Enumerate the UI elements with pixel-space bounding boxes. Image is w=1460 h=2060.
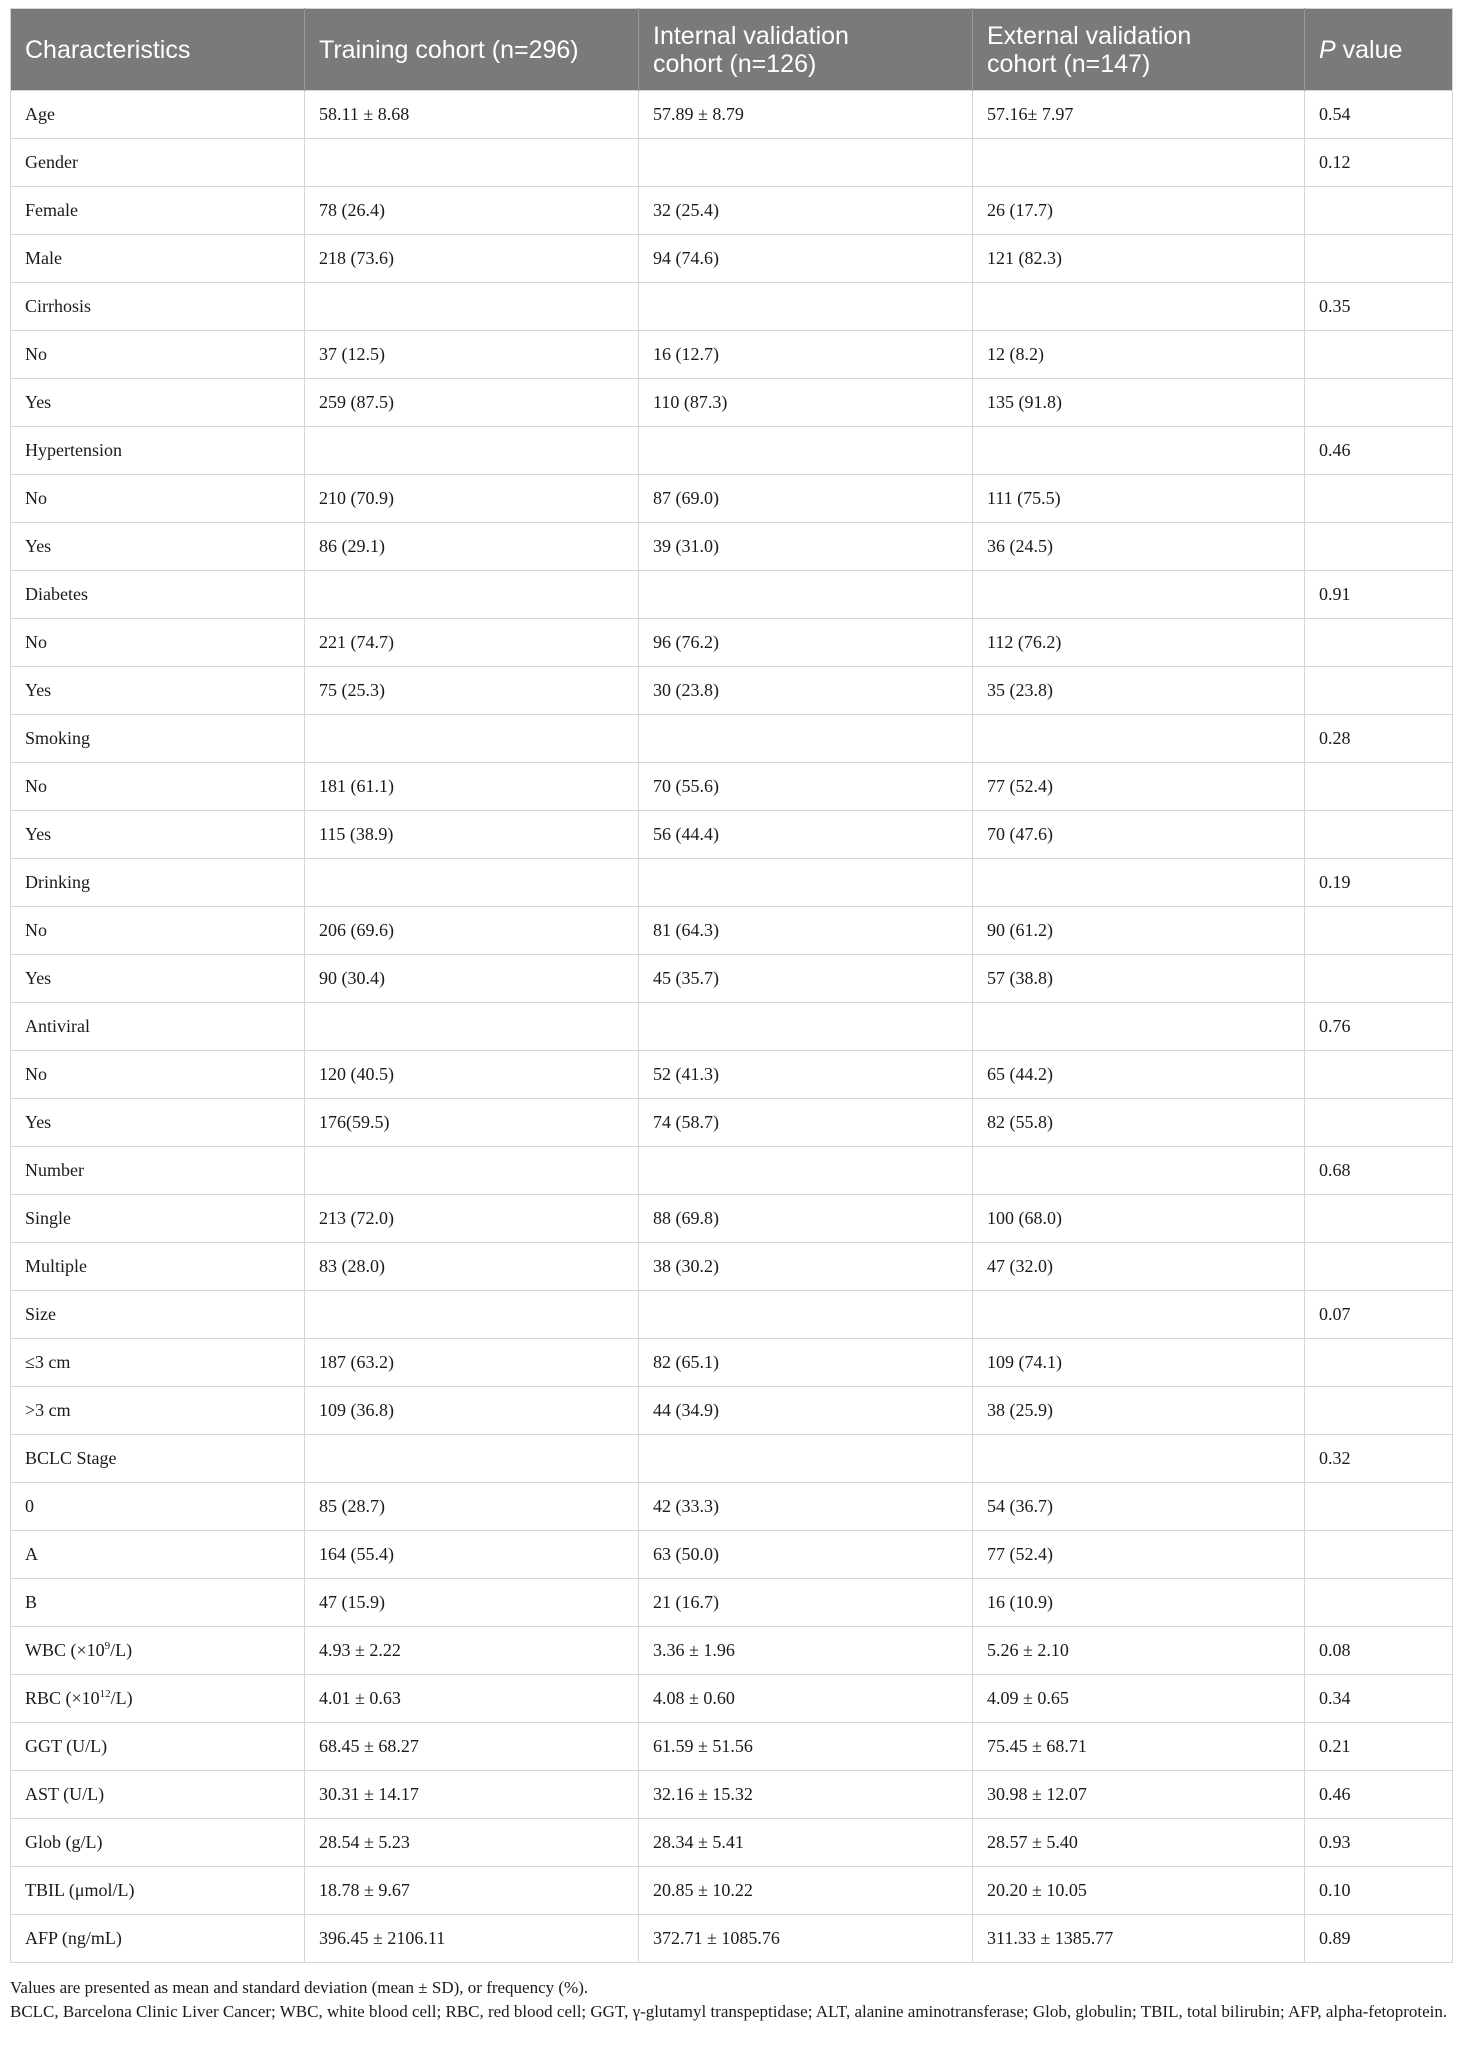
cell-training: 83 (28.0) (305, 1243, 639, 1291)
cell-internal: 74 (58.7) (639, 1099, 973, 1147)
table-row (11, 1387, 1453, 1435)
cell-training: 90 (30.4) (305, 955, 639, 1003)
cell-internal (639, 1435, 973, 1483)
header-external-validation: External validation cohort (n=147) (973, 9, 1305, 91)
table-row (11, 1003, 1453, 1051)
cell-internal: 61.59 ± 51.56 (639, 1723, 973, 1771)
cell-external: 82 (55.8) (973, 1099, 1305, 1147)
cell-characteristic: Multiple (11, 1243, 305, 1291)
cell-external: 12 (8.2) (973, 331, 1305, 379)
cell-characteristic: Smoking (11, 715, 305, 763)
cell-internal (639, 283, 973, 331)
cell-external: 70 (47.6) (973, 811, 1305, 859)
cell-internal (639, 859, 973, 907)
cell-internal: 28.34 ± 5.41 (639, 1819, 973, 1867)
cell-characteristic: Drinking (11, 859, 305, 907)
cell-characteristic: Hypertension (11, 427, 305, 475)
table-row (11, 283, 1453, 331)
cell-characteristic: Yes (11, 1099, 305, 1147)
cell-training: 176(59.5) (305, 1099, 639, 1147)
cell-characteristic: Gender (11, 139, 305, 187)
table-row (11, 1339, 1453, 1387)
cell-external: 28.57 ± 5.40 (973, 1819, 1305, 1867)
cell-characteristic: Yes (11, 523, 305, 571)
cell-external: 57.16± 7.97 (973, 91, 1305, 139)
table-row (11, 859, 1453, 907)
cell-external: 77 (52.4) (973, 1531, 1305, 1579)
cell-characteristic: B (11, 1579, 305, 1627)
cell-characteristic: Male (11, 235, 305, 283)
table-row (11, 1723, 1453, 1771)
cell-characteristic: BCLC Stage (11, 1435, 305, 1483)
cell-internal (639, 571, 973, 619)
cell-internal: 42 (33.3) (639, 1483, 973, 1531)
cell-internal: 372.71 ± 1085.76 (639, 1915, 973, 1963)
cell-training: 28.54 ± 5.23 (305, 1819, 639, 1867)
cell-characteristic: 0 (11, 1483, 305, 1531)
cell-characteristic: No (11, 1051, 305, 1099)
table-row (11, 1675, 1453, 1723)
cell-p-value: 0.19 (1305, 859, 1453, 907)
cell-characteristic: >3 cm (11, 1387, 305, 1435)
cell-characteristic: Glob (g/L) (11, 1819, 305, 1867)
cell-p-value: 0.91 (1305, 571, 1453, 619)
cell-external (973, 139, 1305, 187)
cell-characteristic: Yes (11, 811, 305, 859)
cell-p-value: 0.68 (1305, 1147, 1453, 1195)
cell-training (305, 1291, 639, 1339)
cell-p-value (1305, 187, 1453, 235)
cell-p-value: 0.21 (1305, 1723, 1453, 1771)
table-row (11, 379, 1453, 427)
cell-internal: 32 (25.4) (639, 187, 973, 235)
table-header-row (11, 9, 1453, 91)
table-row (11, 427, 1453, 475)
table-row (11, 955, 1453, 1003)
cell-external: 121 (82.3) (973, 235, 1305, 283)
cell-external (973, 1435, 1305, 1483)
cell-external: 65 (44.2) (973, 1051, 1305, 1099)
cell-internal: 63 (50.0) (639, 1531, 973, 1579)
cell-training (305, 1003, 639, 1051)
cell-p-value (1305, 1243, 1453, 1291)
cell-training (305, 1147, 639, 1195)
table-footnotes (10, 1976, 1452, 2024)
cell-p-value (1305, 475, 1453, 523)
cell-internal: 4.08 ± 0.60 (639, 1675, 973, 1723)
cell-training: 187 (63.2) (305, 1339, 639, 1387)
cell-internal: 21 (16.7) (639, 1579, 973, 1627)
cell-internal: 38 (30.2) (639, 1243, 973, 1291)
table-row (11, 1771, 1453, 1819)
cell-external: 311.33 ± 1385.77 (973, 1915, 1305, 1963)
cell-training: 396.45 ± 2106.11 (305, 1915, 639, 1963)
cell-characteristic: Yes (11, 379, 305, 427)
table-body (11, 91, 1453, 1963)
cell-external: 36 (24.5) (973, 523, 1305, 571)
cell-characteristic: RBC $(\times 10^{12}/L)$ (11, 1675, 305, 1723)
cell-external: 111 (75.5) (973, 475, 1305, 523)
cell-characteristic: AST (U/L) (11, 1771, 305, 1819)
table-row (11, 187, 1453, 235)
cell-p-value (1305, 1099, 1453, 1147)
cell-p-value (1305, 379, 1453, 427)
cell-characteristic: Cirrhosis (11, 283, 305, 331)
cell-training: 68.45 ± 68.27 (305, 1723, 639, 1771)
cell-training: 86 (29.1) (305, 523, 639, 571)
cell-external: 112 (76.2) (973, 619, 1305, 667)
table-row (11, 1483, 1453, 1531)
table-row (11, 1243, 1453, 1291)
cell-internal: 44 (34.9) (639, 1387, 973, 1435)
cell-external: 109 (74.1) (973, 1339, 1305, 1387)
table-row (11, 523, 1453, 571)
cell-external (973, 1003, 1305, 1051)
header-p-value: P value (1305, 9, 1453, 91)
cell-training (305, 427, 639, 475)
header-characteristics: Characteristics (11, 9, 305, 91)
cell-p-value (1305, 1483, 1453, 1531)
cell-p-value: 0.32 (1305, 1435, 1453, 1483)
cell-p-value: 0.54 (1305, 91, 1453, 139)
cell-characteristic: AFP (ng/mL) (11, 1915, 305, 1963)
cell-characteristic: WBC $(\times 10^9/L)$ (11, 1627, 305, 1675)
table-row (11, 571, 1453, 619)
cell-external: 30.98 ± 12.07 (973, 1771, 1305, 1819)
cell-internal: 45 (35.7) (639, 955, 973, 1003)
cell-external (973, 571, 1305, 619)
cell-p-value (1305, 331, 1453, 379)
cell-training: 4.01 ± 0.63 (305, 1675, 639, 1723)
cell-characteristic: Age (11, 91, 305, 139)
cell-p-value: 0.10 (1305, 1867, 1453, 1915)
cell-characteristic: TBIL (μmol/L) (11, 1867, 305, 1915)
cell-training: 18.78 ± 9.67 (305, 1867, 639, 1915)
cell-p-value (1305, 523, 1453, 571)
cell-characteristic: No (11, 475, 305, 523)
cell-training (305, 715, 639, 763)
cell-training: 58.11 ± 8.68 (305, 91, 639, 139)
cell-p-value: 0.89 (1305, 1915, 1453, 1963)
cell-characteristic: Diabetes (11, 571, 305, 619)
table-row (11, 475, 1453, 523)
cell-p-value: 0.93 (1305, 1819, 1453, 1867)
table-row (11, 811, 1453, 859)
table-row (11, 715, 1453, 763)
cell-p-value: 0.08 (1305, 1627, 1453, 1675)
table-row (11, 1051, 1453, 1099)
cell-training: 218 (73.6) (305, 235, 639, 283)
cell-internal: 88 (69.8) (639, 1195, 973, 1243)
table-row (11, 619, 1453, 667)
cell-internal: 110 (87.3) (639, 379, 973, 427)
cell-internal: 57.89 ± 8.79 (639, 91, 973, 139)
cell-external: 135 (91.8) (973, 379, 1305, 427)
header-training-cohort: Training cohort (n=296) (305, 9, 639, 91)
cell-external: 26 (17.7) (973, 187, 1305, 235)
cell-p-value (1305, 811, 1453, 859)
cell-characteristic: A (11, 1531, 305, 1579)
cell-training: 120 (40.5) (305, 1051, 639, 1099)
cell-characteristic: No (11, 619, 305, 667)
cell-training: 78 (26.4) (305, 187, 639, 235)
cell-external (973, 427, 1305, 475)
cell-external (973, 715, 1305, 763)
cell-external: 75.45 ± 68.71 (973, 1723, 1305, 1771)
cell-characteristic: No (11, 763, 305, 811)
cell-internal (639, 715, 973, 763)
cell-characteristic: Yes (11, 955, 305, 1003)
cell-internal: 56 (44.4) (639, 811, 973, 859)
table-row (11, 667, 1453, 715)
cell-internal: 16 (12.7) (639, 331, 973, 379)
cell-p-value (1305, 667, 1453, 715)
cell-p-value (1305, 1531, 1453, 1579)
cell-external: 77 (52.4) (973, 763, 1305, 811)
cell-training (305, 571, 639, 619)
cell-internal (639, 427, 973, 475)
cell-training (305, 139, 639, 187)
cell-training: 259 (87.5) (305, 379, 639, 427)
cell-internal: 82 (65.1) (639, 1339, 973, 1387)
table-row (11, 763, 1453, 811)
cell-p-value (1305, 1051, 1453, 1099)
cell-characteristic: ≤3 cm (11, 1339, 305, 1387)
table-row (11, 1147, 1453, 1195)
table-row (11, 1099, 1453, 1147)
cell-training: 109 (36.8) (305, 1387, 639, 1435)
cell-p-value (1305, 763, 1453, 811)
cell-characteristic: Antiviral (11, 1003, 305, 1051)
table-row (11, 1627, 1453, 1675)
table-row (11, 1435, 1453, 1483)
table-container (10, 8, 1452, 1963)
cell-training: 4.93 ± 2.22 (305, 1627, 639, 1675)
cell-internal: 94 (74.6) (639, 235, 973, 283)
table-row (11, 1195, 1453, 1243)
cell-external (973, 283, 1305, 331)
header-internal-validation: Internal validation cohort (n=126) (639, 9, 973, 91)
cell-internal: 52 (41.3) (639, 1051, 973, 1099)
table-row (11, 1291, 1453, 1339)
table-row (11, 907, 1453, 955)
cell-external: 4.09 ± 0.65 (973, 1675, 1305, 1723)
table-row (11, 1915, 1453, 1963)
footnote-abbreviations: BCLC, Barcelona Clinic Liver Cancer; WBC, white blood cell; RBC, red blood cell; GGT, γ-glutamyl transpeptidase; ALT, alanine aminotransferase; Glob, globulin; TBIL, total bilirubin; AFP, alpha-fetoprotein. (10, 2002, 1448, 2021)
cell-characteristic: No (11, 331, 305, 379)
cell-training: 47 (15.9) (305, 1579, 639, 1627)
cell-p-value (1305, 235, 1453, 283)
cell-internal: 70 (55.6) (639, 763, 973, 811)
cell-external: 100 (68.0) (973, 1195, 1305, 1243)
cell-external (973, 1147, 1305, 1195)
cell-p-value (1305, 1195, 1453, 1243)
cell-p-value: 0.46 (1305, 427, 1453, 475)
cell-training: 206 (69.6) (305, 907, 639, 955)
characteristics-table (10, 8, 1453, 1963)
cell-p-value: 0.35 (1305, 283, 1453, 331)
cell-internal (639, 139, 973, 187)
cell-characteristic: Yes (11, 667, 305, 715)
cell-internal (639, 1291, 973, 1339)
cell-external: 54 (36.7) (973, 1483, 1305, 1531)
cell-training (305, 1435, 639, 1483)
cell-training: 164 (55.4) (305, 1531, 639, 1579)
cell-p-value: 0.46 (1305, 1771, 1453, 1819)
cell-training: 85 (28.7) (305, 1483, 639, 1531)
cell-external: 47 (32.0) (973, 1243, 1305, 1291)
cell-p-value: 0.07 (1305, 1291, 1453, 1339)
cell-training: 181 (61.1) (305, 763, 639, 811)
cell-characteristic: Number (11, 1147, 305, 1195)
cell-p-value (1305, 1387, 1453, 1435)
cell-training: 75 (25.3) (305, 667, 639, 715)
cell-external: 35 (23.8) (973, 667, 1305, 715)
table-row (11, 1819, 1453, 1867)
cell-characteristic: Single (11, 1195, 305, 1243)
cell-internal: 87 (69.0) (639, 475, 973, 523)
cell-external: 57 (38.8) (973, 955, 1305, 1003)
cell-internal: 30 (23.8) (639, 667, 973, 715)
cell-characteristic: GGT (U/L) (11, 1723, 305, 1771)
cell-internal: 3.36 ± 1.96 (639, 1627, 973, 1675)
table-row (11, 91, 1453, 139)
cell-external: 16 (10.9) (973, 1579, 1305, 1627)
cell-p-value (1305, 619, 1453, 667)
table-row (11, 1579, 1453, 1627)
cell-p-value: 0.12 (1305, 139, 1453, 187)
cell-external: 20.20 ± 10.05 (973, 1867, 1305, 1915)
cell-p-value: 0.76 (1305, 1003, 1453, 1051)
table-row (11, 331, 1453, 379)
cell-p-value (1305, 907, 1453, 955)
cell-characteristic: Female (11, 187, 305, 235)
cell-internal: 96 (76.2) (639, 619, 973, 667)
cell-p-value (1305, 1579, 1453, 1627)
cell-external (973, 859, 1305, 907)
cell-training: 213 (72.0) (305, 1195, 639, 1243)
cell-external: 5.26 ± 2.10 (973, 1627, 1305, 1675)
cell-external: 90 (61.2) (973, 907, 1305, 955)
cell-training: 30.31 ± 14.17 (305, 1771, 639, 1819)
cell-p-value: 0.34 (1305, 1675, 1453, 1723)
cell-p-value: 0.28 (1305, 715, 1453, 763)
cell-internal: 39 (31.0) (639, 523, 973, 571)
cell-training: 37 (12.5) (305, 331, 639, 379)
cell-characteristic: No (11, 907, 305, 955)
cell-internal (639, 1003, 973, 1051)
table-row (11, 235, 1453, 283)
cell-training (305, 859, 639, 907)
cell-external: 38 (25.9) (973, 1387, 1305, 1435)
cell-external (973, 1291, 1305, 1339)
cell-training (305, 283, 639, 331)
cell-training: 221 (74.7) (305, 619, 639, 667)
table-row (11, 139, 1453, 187)
cell-training: 210 (70.9) (305, 475, 639, 523)
cell-internal (639, 1147, 973, 1195)
cell-internal: 32.16 ± 15.32 (639, 1771, 973, 1819)
cell-training: 115 (38.9) (305, 811, 639, 859)
table-row (11, 1867, 1453, 1915)
cell-internal: 20.85 ± 10.22 (639, 1867, 973, 1915)
cell-characteristic: Size (11, 1291, 305, 1339)
footnote-values: Values are presented as mean and standard deviation (mean ± SD), or frequency (%). (10, 1978, 589, 1997)
cell-p-value (1305, 955, 1453, 1003)
table-row (11, 1531, 1453, 1579)
cell-internal: 81 (64.3) (639, 907, 973, 955)
cell-p-value (1305, 1339, 1453, 1387)
